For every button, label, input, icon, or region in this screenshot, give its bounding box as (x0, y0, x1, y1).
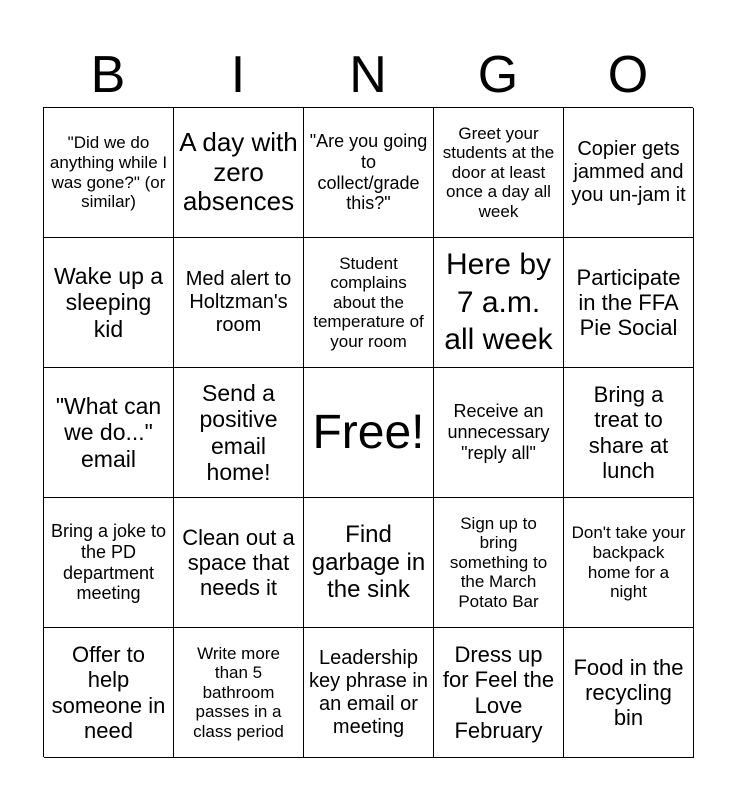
bingo-cell[interactable]: Leadership key phrase in an email or meeting (304, 628, 434, 758)
bingo-cell[interactable]: Copier gets jammed and you un-jam it (564, 108, 694, 238)
bingo-cell[interactable]: Participate in the FFA Pie Social (564, 238, 694, 368)
bingo-cell[interactable]: Med alert to Holtzman's room (174, 238, 304, 368)
header-letter-g: G (477, 46, 519, 104)
bingo-cell[interactable]: Find garbage in the sink (304, 498, 434, 628)
bingo-cell[interactable]: "Did we do anything while I was gone?" (or similar) (44, 108, 174, 238)
bingo-cell[interactable]: Receive an unnecessary "reply all" (434, 368, 564, 498)
header-letter-o: O (607, 46, 649, 104)
bingo-cell[interactable]: Bring a joke to the PD department meeting (44, 498, 174, 628)
bingo-board (43, 107, 693, 757)
bingo-cell[interactable]: Student complains about the temperature of your room (304, 238, 434, 368)
header-letter-n: N (349, 46, 387, 104)
bingo-cell[interactable]: Send a positive email home! (174, 368, 304, 498)
bingo-cell[interactable]: Here by 7 a.m. all week (434, 238, 564, 368)
bingo-header (43, 40, 693, 110)
bingo-cell[interactable]: Clean out a space that needs it (174, 498, 304, 628)
bingo-cell[interactable]: A day with zero absences (174, 108, 304, 238)
bingo-cell[interactable]: Don't take your backpack home for a night (564, 498, 694, 628)
bingo-cell[interactable]: Sign up to bring something to the March Potato Bar (434, 498, 564, 628)
header-letter-i: I (230, 46, 246, 104)
free-space[interactable]: Free! (304, 368, 434, 498)
bingo-cell[interactable]: Bring a treat to share at lunch (564, 368, 694, 498)
header-letter-b: B (90, 46, 126, 104)
bingo-cell[interactable]: Write more than 5 bathroom passes in a class period (174, 628, 304, 758)
bingo-cell[interactable]: Dress up for Feel the Love February (434, 628, 564, 758)
bingo-cell[interactable]: Wake up a sleeping kid (44, 238, 174, 368)
bingo-cell[interactable]: Food in the recycling bin (564, 628, 694, 758)
bingo-cell[interactable]: Offer to help someone in need (44, 628, 174, 758)
bingo-cell[interactable]: Greet your students at the door at least once a day all week (434, 108, 564, 238)
bingo-cell[interactable]: "Are you going to collect/grade this?" (304, 108, 434, 238)
bingo-cell[interactable]: "What can we do..." email (44, 368, 174, 498)
